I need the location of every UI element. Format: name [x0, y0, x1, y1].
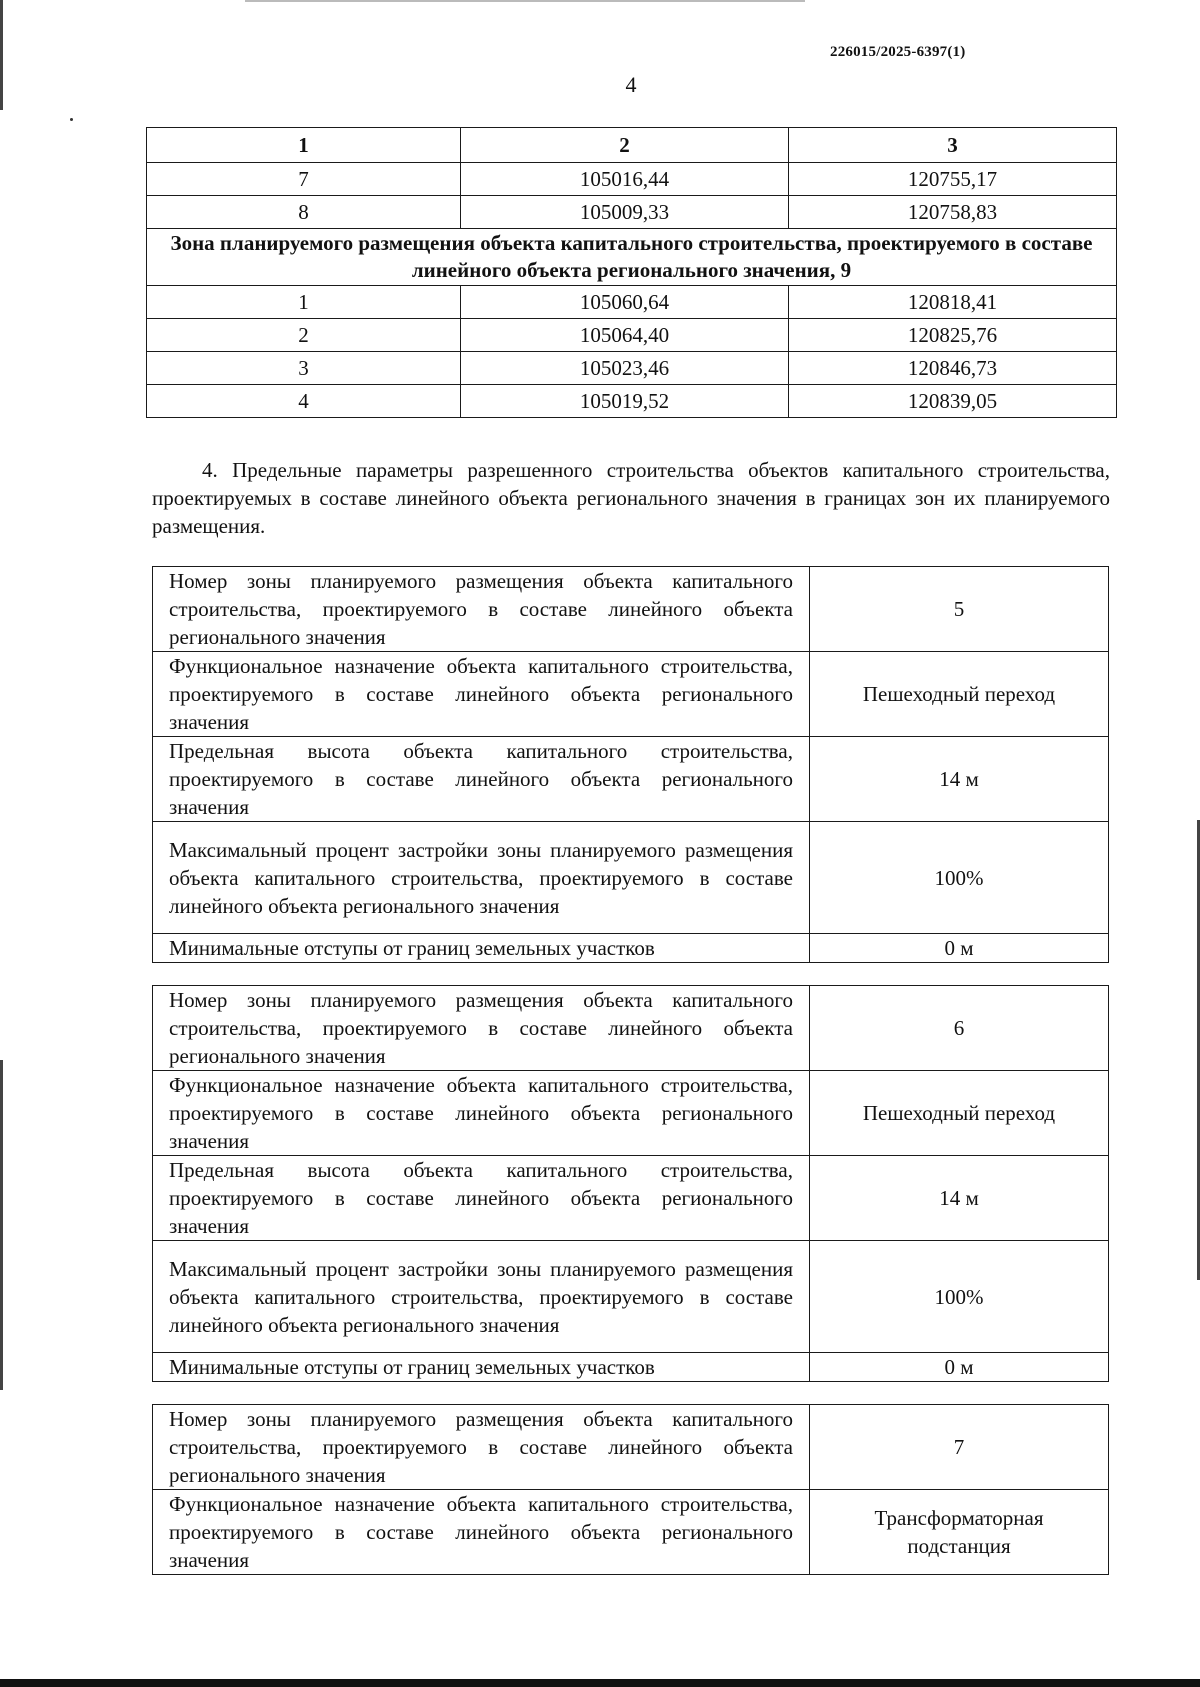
table-row: [153, 737, 1109, 822]
param-value-min-setback: 0 м: [810, 1353, 1109, 1382]
param-label-function: Функциональное назначение объекта капитального строительства, проектируемого в составе линейного объекта регионального значения: [153, 1490, 810, 1575]
table-row: [153, 822, 1109, 934]
param-value-zone-number: 6: [810, 986, 1109, 1071]
param-label-function: Функциональное назначение объекта капитального строительства, проектируемого в составе линейного объекта регионального значения: [153, 652, 810, 737]
scan-edge-left: [0, 1060, 3, 1390]
param-value-max-height: 14 м: [810, 1156, 1109, 1241]
table-row: [153, 1405, 1109, 1490]
table-row: [147, 385, 1117, 418]
coord-x: 105016,44: [461, 163, 789, 196]
param-value-function: Трансформаторная подстанция: [810, 1490, 1109, 1575]
scan-edge-bottom: [0, 1679, 1200, 1687]
coord-x: 105064,40: [461, 319, 789, 352]
table-row: [147, 352, 1117, 385]
table-row: [153, 1241, 1109, 1353]
coord-x: 105009,33: [461, 196, 789, 229]
coord-y: 120839,05: [789, 385, 1117, 418]
zone-heading: Зона планируемого размещения объекта капитального строительства, проектируемого в составе линейного объекта регионального значения, 9: [147, 229, 1117, 286]
column-header: 3: [789, 128, 1117, 163]
coord-y: 120758,83: [789, 196, 1117, 229]
param-value-zone-number: 5: [810, 567, 1109, 652]
param-label-function: Функциональное назначение объекта капитального строительства, проектируемого в составе линейного объекта регионального значения: [153, 1071, 810, 1156]
table-row: [147, 196, 1117, 229]
param-label-max-height: Предельная высота объекта капитального строительства, проектируемого в составе линейного объекта регионального значения: [153, 737, 810, 822]
param-value-max-coverage: 100%: [810, 822, 1109, 934]
scan-speck: [70, 118, 73, 121]
column-header: 2: [461, 128, 789, 163]
param-value-min-setback: 0 м: [810, 934, 1109, 963]
document-id: 226015/2025-6397(1): [830, 44, 966, 60]
table-row: [147, 319, 1117, 352]
param-value-zone-number: 7: [810, 1405, 1109, 1490]
coord-y: 120846,73: [789, 352, 1117, 385]
param-label-zone-number: Номер зоны планируемого размещения объекта капитального строительства, проектируемого в составе линейного объекта регионального значения: [153, 567, 810, 652]
scan-artifact-top: [245, 0, 805, 2]
table-row: [153, 1353, 1109, 1382]
param-label-zone-number: Номер зоны планируемого размещения объекта капитального строительства, проектируемого в составе линейного объекта регионального значения: [153, 1405, 810, 1490]
table-header-row: [147, 128, 1117, 163]
zone-parameters-table: [152, 1404, 1109, 1575]
point-number: 8: [147, 196, 461, 229]
zone-heading-row: [147, 229, 1117, 286]
param-label-zone-number: Номер зоны планируемого размещения объекта капитального строительства, проектируемого в составе линейного объекта регионального значения: [153, 986, 810, 1071]
param-label-max-height: Предельная высота объекта капитального строительства, проектируемого в составе линейного объекта регионального значения: [153, 1156, 810, 1241]
column-header: 1: [147, 128, 461, 163]
table-row: [147, 163, 1117, 196]
table-row: [153, 934, 1109, 963]
point-number: 7: [147, 163, 461, 196]
point-number: 4: [147, 385, 461, 418]
zone-parameters-table: [152, 566, 1109, 963]
coordinates-table: [146, 127, 1117, 418]
table-row: [147, 286, 1117, 319]
table-row: [153, 567, 1109, 652]
param-value-function: Пешеходный переход: [810, 652, 1109, 737]
table-row: [153, 1490, 1109, 1575]
coord-x: 105019,52: [461, 385, 789, 418]
coord-x: 105023,46: [461, 352, 789, 385]
param-value-function: Пешеходный переход: [810, 1071, 1109, 1156]
table-row: [153, 1071, 1109, 1156]
point-number: 2: [147, 319, 461, 352]
param-label-max-coverage: Максимальный процент застройки зоны планируемого размещения объекта капитального строительства, проектируемого в составе линейного объекта регионального значения: [153, 822, 810, 934]
page-number: 4: [625, 72, 637, 97]
section-4-paragraph: 4. Предельные параметры разрешенного строительства объектов капитального строительства, проектируемых в составе линейного объекта регионального значения в границах зон их планируемого размещения.: [152, 458, 1110, 538]
table-row: [153, 652, 1109, 737]
coord-y: 120755,17: [789, 163, 1117, 196]
table-row: [153, 986, 1109, 1071]
coord-y: 120818,41: [789, 286, 1117, 319]
point-number: 3: [147, 352, 461, 385]
zone-parameters-table: [152, 985, 1109, 1382]
param-label-max-coverage: Максимальный процент застройки зоны планируемого размещения объекта капитального строительства, проектируемого в составе линейного объекта регионального значения: [153, 1241, 810, 1353]
point-number: 1: [147, 286, 461, 319]
param-value-max-coverage: 100%: [810, 1241, 1109, 1353]
table-row: [153, 1156, 1109, 1241]
coord-x: 105060,64: [461, 286, 789, 319]
coord-y: 120825,76: [789, 319, 1117, 352]
param-label-min-setback: Минимальные отступы от границ земельных участков: [153, 1353, 810, 1382]
param-value-max-height: 14 м: [810, 737, 1109, 822]
param-label-min-setback: Минимальные отступы от границ земельных участков: [153, 934, 810, 963]
